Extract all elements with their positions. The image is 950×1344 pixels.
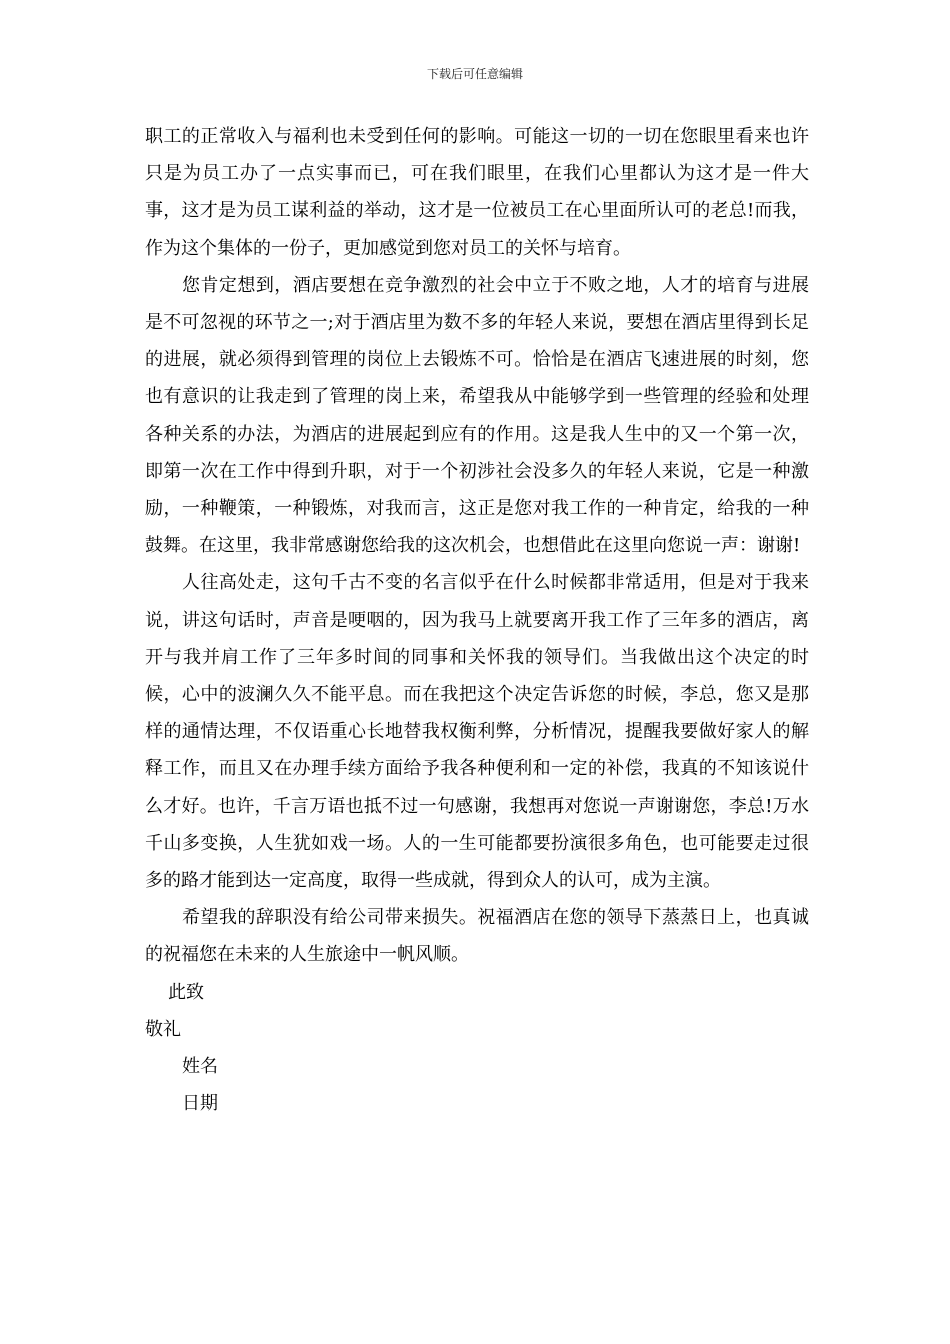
paragraph-3: 人往高处走，这句千古不变的名言似乎在什么时候都非常适用，但是对于我来说，讲这句话时，声音是哽咽的，因为我马上就要离开我工作了三年多的酒店，离开与我并肩工作了三年多时间的同事和关怀我的领导们。当我做出这个决定的时候，心中的波澜久久不能平息。而在我把这个决定告诉您的时候，李总，您又是那样的通情达理，不仅语重心长地替我权衡利弊，分析情况，提醒我要做好家人的解释工作，而且又在办理手续方面给予我各种便利和一定的补偿，我真的不知该说什么才好。也许，千言万语也抵不过一句感谢，我想再对您说一声谢谢您，李总!万水千山多变换，人生犹如戏一场。人的一生可能都要扮演很多角色，也可能要走过很多的路才能到达一定高度，取得一些成就，得到众人的认可，成为主演。 [145, 572, 809, 892]
closing-salutation: 此致 [168, 981, 204, 1003]
signature-name: 姓名 [182, 1056, 218, 1078]
paragraph-1: 职工的正常收入与福利也未受到任何的影响。可能这一切的一切在您眼里看来也许只是为员工办了一点实事而已，可在我们眼里，在我们心里都认为这才是一件大事，这才是为员工谋利益的举动，这才是一位被员工在心里面所认可的老总!而我，作为这个集体的一份子，更加感觉到您对员工的关怀与培育。 [145, 126, 809, 259]
paragraph-2: 您肯定想到，酒店要想在竞争激烈的社会中立于不败之地，人才的培育与进展是不可忽视的环节之一;对于酒店里为数不多的年轻人来说，要想在酒店里得到长足的进展，就必须得到管理的岗位上去锻炼不可。恰恰是在酒店飞速进展的时刻，您也有意识的让我走到了管理的岗上来，希望我从中能够学到一些管理的经验和处理各种关系的办法，为酒店的进展起到应有的作用。这是我人生中的又一个第一次，即第一次在工作中得到升职，对于一个初涉社会没多久的年轻人来说，它是一种激励，一种鞭策，一种锻炼，对我而言，这正是您对我工作的一种肯定，给我的一种鼓舞。在这里，我非常感谢您给我的这次机会，也想借此在这里向您说一声：谢谢! [145, 274, 809, 557]
letter-body [145, 118, 809, 1122]
closing-regards: 敬礼 [145, 1018, 181, 1040]
signature-date: 日期 [182, 1093, 218, 1115]
paragraph-4: 希望我的辞职没有给公司带来损失。祝福酒店在您的领导下蒸蒸日上，也真诚的祝福您在未来的人生旅途中一帆风顺。 [145, 907, 809, 966]
page-header: 下载后可任意编辑 [426, 67, 523, 81]
